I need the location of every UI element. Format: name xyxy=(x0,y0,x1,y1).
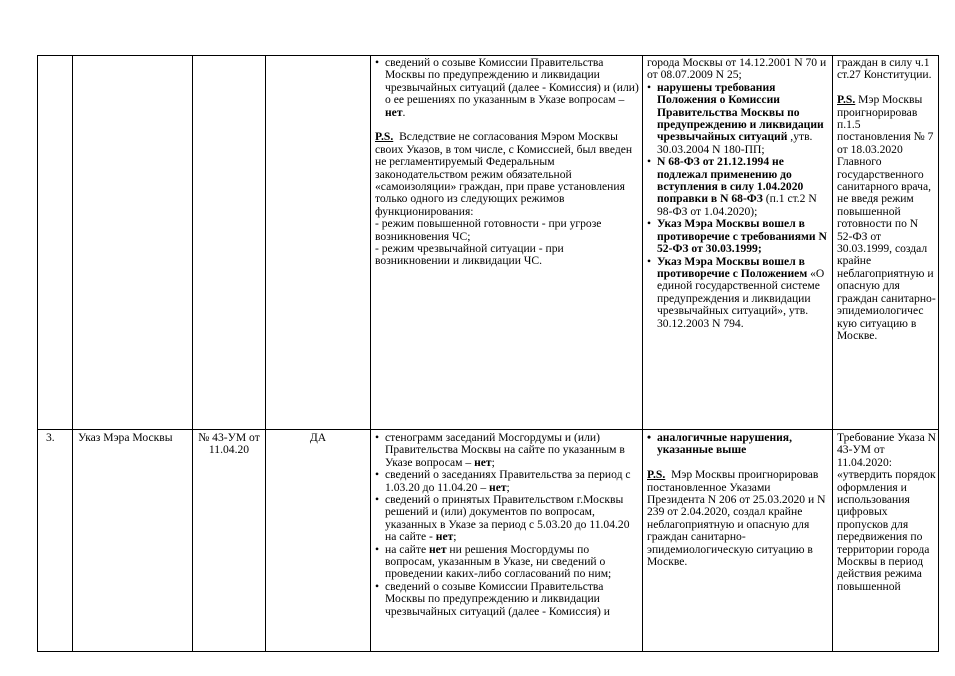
ps-label: P.S. xyxy=(375,130,394,144)
notes-lead: граждан в силу ч.1 ст.27 Конституции. xyxy=(837,56,932,82)
list-item: • Указ Мэра Москвы вошел в противоречие с требованиями N 52-ФЗ от 30.03.1999; xyxy=(647,218,830,255)
table-border-left xyxy=(37,55,38,652)
row-3-violations-cell xyxy=(647,432,830,568)
list-item: • сведений о заседаниях Правительства за период с 1.03.20 до 11.04.20 – нет; xyxy=(375,469,639,494)
row-divider xyxy=(37,429,939,430)
answer-value: ДА xyxy=(309,431,327,444)
list-item: • сведений о созыве Комиссии Правительства Москвы по предупреждению и ликвидации чрезвычайных ситуаций (далее - Комиссия) и xyxy=(375,581,639,618)
list-item: • Указ Мэра Москвы вошел в противоречие с Положением «О единой государственной системе предупреждения и ликвидации чрезвычайных ситуаций», утв. 30.12.2003 N 794. xyxy=(647,256,830,330)
ps-label: P.S. xyxy=(647,468,666,482)
document-number: № 43-УМ от 11.04.20 xyxy=(198,431,260,457)
list-item: • N 68-ФЗ от 21.12.1994 не подлежал применению до вступления в силу 1.04.2020 поправки в N 68-ФЗ (п.1 ст.2 N 98-ФЗ от 1.04.2020); xyxy=(647,156,830,218)
row-3-findings-cell xyxy=(375,432,639,618)
row-number: 3. xyxy=(46,431,55,444)
table-border-bottom xyxy=(37,651,939,652)
ps-paragraph: P.S. Вследствие не согласования Мэром Москвы своих Указов, в том числе, с Комиссией, был введен не регламентируемый Федеральным законодательством режим обязательной «самоизоляции» граждан, при праве установления только одного из следующих режимов функционирования: xyxy=(375,130,633,218)
column-divider xyxy=(265,55,266,652)
column-divider xyxy=(192,55,193,652)
row-continued-violations-cell xyxy=(647,57,830,330)
list-item: • стенограмм заседаний Мосгордумы и (или) Правительства Москвы на сайте по указанным в Указе вопросам – нет; xyxy=(375,432,639,469)
document-type: Указ Мэра Москвы xyxy=(78,431,173,444)
ps-paragraph: P.S. Мэр Москвы проигнорировав постановленное Указами Президента N 206 от 25.03.2020 и N 239 от 2.04.2020, создал крайне неблагоприятную и опасную для граждан санитарно-эпидемиологическую ситуацию в Москве. xyxy=(647,468,826,569)
table-border-right xyxy=(938,55,939,652)
column-divider xyxy=(370,55,371,652)
column-divider xyxy=(642,55,643,652)
list-item: • сведений о созыве Комиссии Правительства Москвы по предупреждению и ликвидации чрезвычайных ситуаций (далее - Комиссия) и (или) о ее решениях по указанным в Указе вопросам – нет. xyxy=(375,57,639,119)
list-item: • сведений о принятых Правительством г.Москвы решений и (или) документов по вопросам, указанных в Указе за период с 5.03.20 до 11.04.20 на сайте - нет; xyxy=(375,494,639,544)
mode-line: - режим чрезвычайной ситуации - при возникновении и ликвидации ЧС. xyxy=(375,242,564,268)
row-continued-findings-cell xyxy=(375,57,639,268)
column-divider xyxy=(832,55,833,652)
column-divider xyxy=(72,55,73,652)
list-item: • нарушены требования Положения о Комиссии Правительства Москвы по предупреждению и ликвидации чрезвычайных ситуаций ,утв. 30.03.2004 N 180-ПП; xyxy=(647,82,830,156)
row-continued-notes-cell xyxy=(837,57,936,342)
ps-label: P.S. xyxy=(837,93,856,107)
row-3-notes-cell: Требование Указа N 43-УМ от 11.04.2020: «утвердить порядок оформления и использования цифровых пропусков для передвижения по территории города Москвы в период действия режима повышенной xyxy=(837,431,936,593)
list-item: • аналогичные нарушения, указанные выше xyxy=(647,432,830,457)
violation-lead: города Москвы от 14.12.2001 N 70 и от 08.07.2009 N 25; xyxy=(647,56,827,82)
document-table xyxy=(37,55,939,652)
list-item: • на сайте нет ни решения Мосгордумы по вопросам, указанным в Указе, ни сведений о проведении каких-либо согласований по ним; xyxy=(375,544,639,581)
ps-paragraph: P.S. Мэр Москвы проигнорировав п.1.5 постановления № 7 от 18.03.2020 Главного государственного санитарного врача, не введя режим повышенной готовности по N 52-ФЗ от 30.03.1999, создал крайне неблагоприятную и опасную для граждан санитарно-эпидемиологичес кую ситуацию в Москве. xyxy=(837,93,936,342)
mode-line: - режим повышенной готовности - при угрозе возникновения ЧС; xyxy=(375,217,602,243)
